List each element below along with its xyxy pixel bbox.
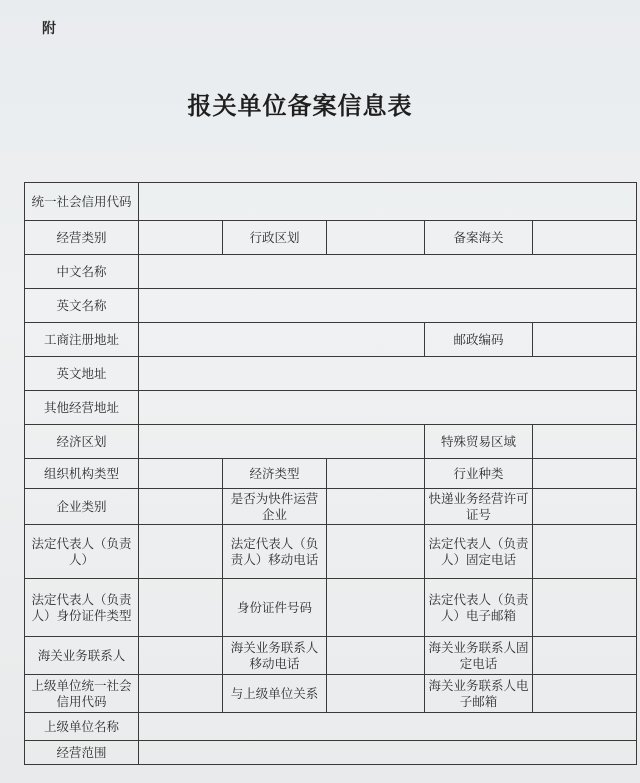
label-chinese-name: 中文名称: [25, 255, 139, 289]
label-parent-relation: 与上级单位关系: [223, 675, 327, 713]
label-customs-contact-email: 海关业务联系人电子邮箱: [425, 675, 533, 713]
value-enterprise-category[interactable]: [139, 489, 223, 525]
value-customs-contact-mobile[interactable]: [327, 637, 425, 675]
row-parent-name: [25, 713, 637, 741]
value-credit-code[interactable]: [139, 183, 637, 221]
label-business-category: 经营类别: [25, 221, 139, 255]
filing-form-table: [24, 182, 637, 765]
label-parent-credit-code: 上级单位统一社会信用代码: [25, 675, 139, 713]
value-is-express[interactable]: [327, 489, 425, 525]
label-id-number: 身份证件号码: [223, 579, 327, 637]
row-enterprise-category: [25, 489, 637, 525]
label-admin-division: 行政区划: [223, 221, 327, 255]
value-org-type[interactable]: [139, 459, 223, 489]
value-english-address[interactable]: [139, 357, 637, 391]
value-economic-type[interactable]: [327, 459, 425, 489]
value-id-number[interactable]: [327, 579, 425, 637]
row-reg-address: [25, 323, 637, 357]
label-reg-address: 工商注册地址: [25, 323, 139, 357]
value-admin-division[interactable]: [327, 221, 425, 255]
row-chinese-name: [25, 255, 637, 289]
label-economic-zone: 经济区划: [25, 425, 139, 459]
form-title: 报关单位备案信息表: [187, 92, 413, 120]
value-customs-contact-phone[interactable]: [533, 637, 637, 675]
row-parent-credit-code: [25, 675, 637, 713]
value-express-license[interactable]: [533, 489, 637, 525]
value-chinese-name[interactable]: [139, 255, 637, 289]
label-is-express: 是否为快件运营企业: [223, 489, 327, 525]
row-business-category: [25, 221, 637, 255]
value-parent-credit-code[interactable]: [139, 675, 223, 713]
label-legal-rep-phone: 法定代表人（负责人）固定电话: [425, 525, 533, 579]
row-org-type: [25, 459, 637, 489]
value-parent-name[interactable]: [139, 713, 637, 741]
label-legal-rep-mobile: 法定代表人（负责人）移动电话: [223, 525, 327, 579]
row-customs-contact: [25, 637, 637, 675]
value-reg-address[interactable]: [139, 323, 425, 357]
value-special-trade-zone[interactable]: [533, 425, 637, 459]
row-economic-zone: [25, 425, 637, 459]
value-legal-rep-id-type[interactable]: [139, 579, 223, 637]
value-legal-rep-phone[interactable]: [533, 525, 637, 579]
row-other-address: [25, 391, 637, 425]
label-special-trade-zone: 特殊贸易区域: [425, 425, 533, 459]
label-express-license: 快递业务经营许可证号: [425, 489, 533, 525]
value-industry-type[interactable]: [533, 459, 637, 489]
label-enterprise-category: 企业类别: [25, 489, 139, 525]
label-economic-type: 经济类型: [223, 459, 327, 489]
label-parent-name: 上级单位名称: [25, 713, 139, 741]
label-customs-contact-mobile: 海关业务联系人移动电话: [223, 637, 327, 675]
value-legal-rep-email[interactable]: [533, 579, 637, 637]
value-customs-contact-email[interactable]: [533, 675, 637, 713]
label-legal-rep-email: 法定代表人（负责人）电子邮箱: [425, 579, 533, 637]
row-business-scope: [25, 741, 637, 765]
value-postal-code[interactable]: [533, 323, 637, 357]
value-english-name[interactable]: [139, 289, 637, 323]
label-postal-code: 邮政编码: [425, 323, 533, 357]
value-business-category[interactable]: [139, 221, 223, 255]
label-customs-contact-phone: 海关业务联系人固定电话: [425, 637, 533, 675]
row-credit-code: [25, 183, 637, 221]
row-legal-rep-id: [25, 579, 637, 637]
value-legal-rep[interactable]: [139, 525, 223, 579]
attachment-label: 附: [42, 21, 56, 37]
label-org-type: 组织机构类型: [25, 459, 139, 489]
value-parent-relation[interactable]: [327, 675, 425, 713]
label-english-address: 英文地址: [25, 357, 139, 391]
value-economic-zone[interactable]: [139, 425, 425, 459]
row-english-address: [25, 357, 637, 391]
value-other-address[interactable]: [139, 391, 637, 425]
value-business-scope[interactable]: [139, 741, 637, 765]
label-customs-contact: 海关业务联系人: [25, 637, 139, 675]
row-legal-rep: [25, 525, 637, 579]
label-credit-code: 统一社会信用代码: [25, 183, 139, 221]
label-filing-customs: 备案海关: [425, 221, 533, 255]
value-legal-rep-mobile[interactable]: [327, 525, 425, 579]
label-other-address: 其他经营地址: [25, 391, 139, 425]
label-legal-rep-id-type: 法定代表人（负责人）身份证件类型: [25, 579, 139, 637]
row-english-name: [25, 289, 637, 323]
value-filing-customs[interactable]: [533, 221, 637, 255]
value-customs-contact[interactable]: [139, 637, 223, 675]
label-business-scope: 经营范围: [25, 741, 139, 765]
label-legal-rep: 法定代表人（负责人）: [25, 525, 139, 579]
label-industry-type: 行业种类: [425, 459, 533, 489]
label-english-name: 英文名称: [25, 289, 139, 323]
